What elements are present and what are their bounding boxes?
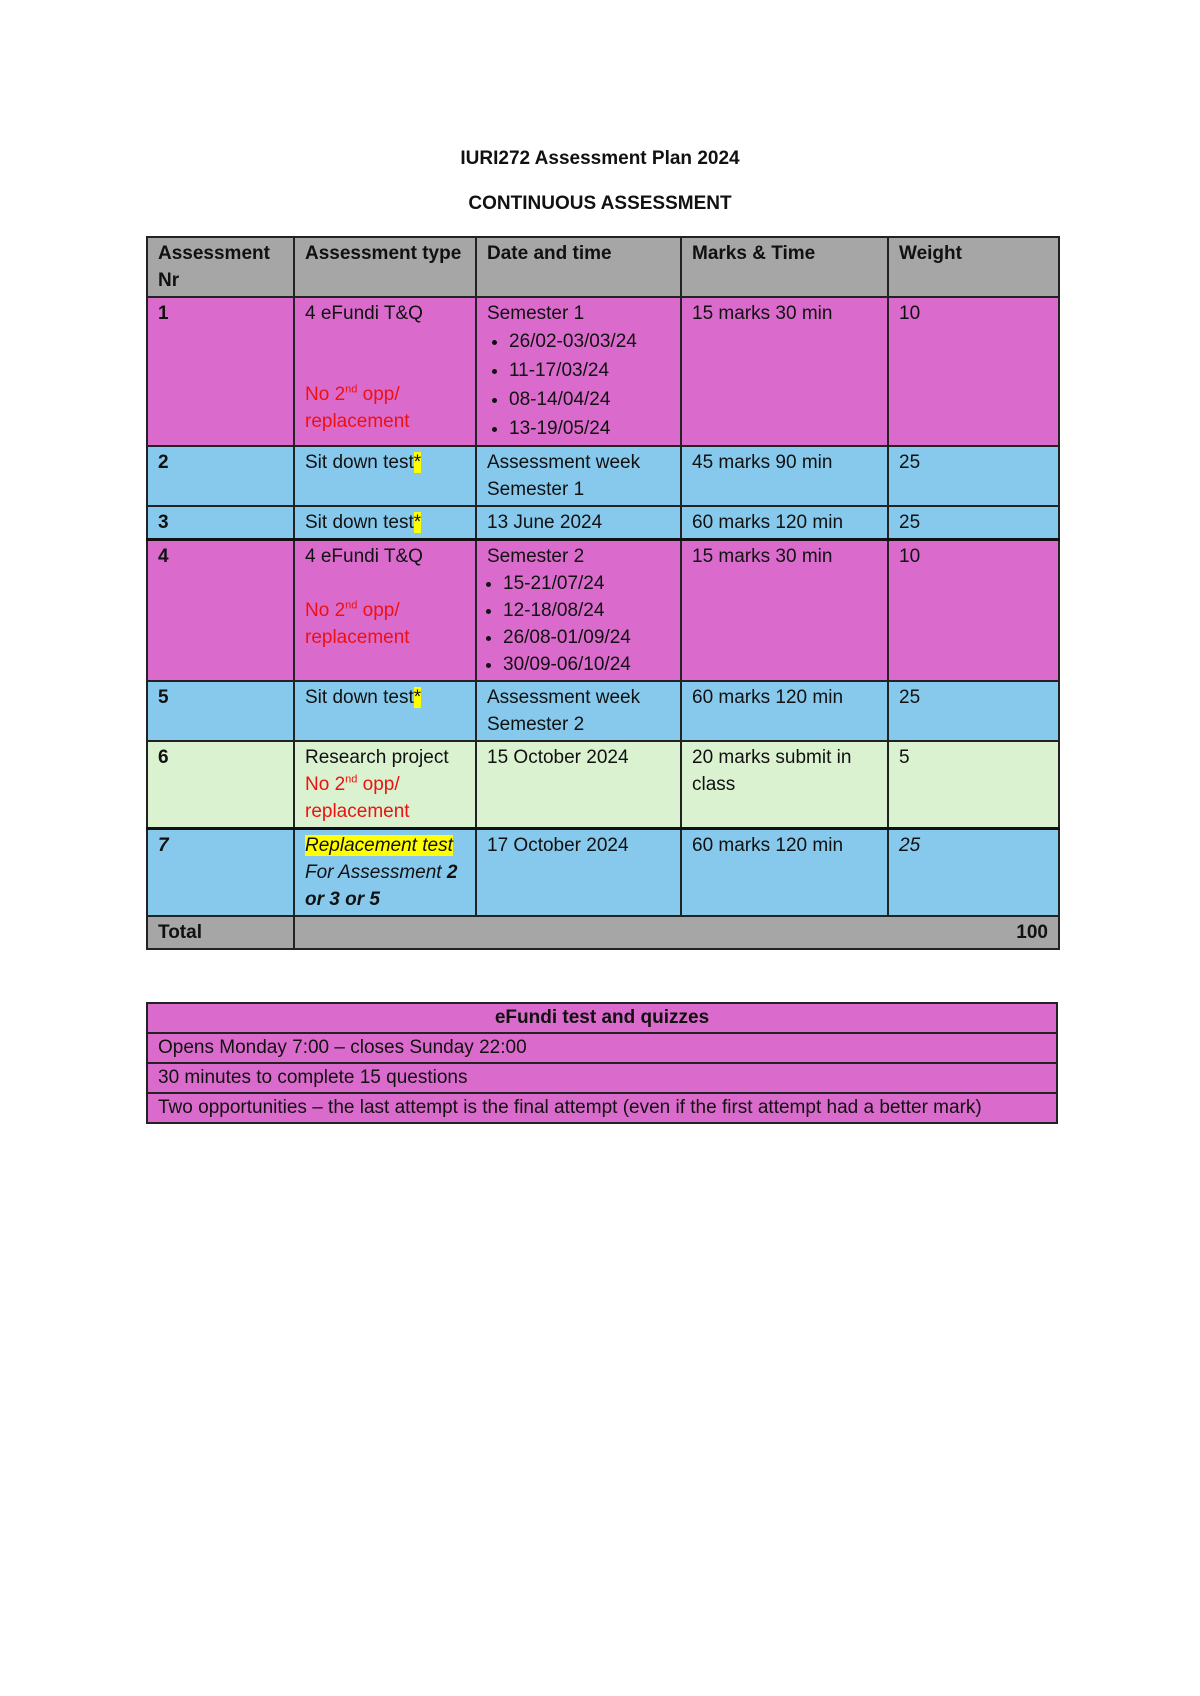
list-item: • 11-17/03/24: [509, 356, 670, 385]
marks-time: 45 marks 90 min: [681, 446, 888, 506]
table-row: [147, 446, 1059, 506]
table-row: [147, 297, 1059, 446]
semester-label: Semester 2: [487, 546, 585, 567]
weight: 25: [888, 681, 1059, 741]
total-value: 100: [294, 916, 1059, 949]
assessment-nr: 1: [147, 297, 294, 446]
list-item: • 08-14/04/24: [509, 385, 670, 414]
total-row: [147, 916, 1059, 949]
assessment-nr: 7: [147, 829, 294, 917]
table-row: [147, 741, 1059, 829]
header-date-time: Date and time: [476, 237, 681, 297]
table-row: [147, 681, 1059, 741]
date-time: 17 October 2024: [476, 829, 681, 917]
total-label: Total: [147, 916, 294, 949]
asterisk-marker: *: [413, 512, 422, 533]
no-second-opportunity-note: No 2nd opp/ replacement: [305, 773, 410, 822]
table-row: [147, 540, 1059, 682]
table-row: [147, 506, 1059, 540]
assessment-type: [294, 540, 476, 682]
date-time: Assessment week Semester 2: [476, 681, 681, 741]
list-item: • 30/09-06/10/24: [503, 651, 670, 678]
efundi-line: Opens Monday 7:00 – closes Sunday 22:00: [147, 1033, 1057, 1063]
type-label: 4 eFundi T&Q: [305, 546, 423, 567]
type-label: Research project: [305, 747, 449, 768]
asterisk-marker: *: [413, 452, 422, 473]
assessment-nr: 5: [147, 681, 294, 741]
weight: 10: [888, 297, 1059, 446]
assessment-type: [294, 297, 476, 446]
date-time: [476, 297, 681, 446]
list-item: • 26/08-01/09/24: [503, 624, 670, 651]
date-list: [487, 570, 670, 678]
table-row: [147, 1063, 1057, 1093]
table-row: [147, 829, 1059, 917]
table-row: [147, 1093, 1057, 1123]
asterisk-marker: *: [413, 687, 422, 708]
weight: 25: [888, 446, 1059, 506]
replacement-test-label: Replacement test: [305, 835, 453, 856]
date-time: [476, 540, 681, 682]
marks-time: 15 marks 30 min: [681, 540, 888, 682]
list-item: • 26/02-03/03/24: [509, 327, 670, 356]
assessment-nr: 3: [147, 506, 294, 540]
assessment-nr: 4: [147, 540, 294, 682]
table-row: [147, 1033, 1057, 1063]
document-title: IURI272 Assessment Plan 2024: [460, 148, 740, 169]
table-header-row: [147, 237, 1059, 297]
no-second-opportunity-note: No 2nd opp/ replacement: [305, 383, 410, 432]
efundi-line: Two opportunities – the last attempt is the final attempt (even if the first attempt had a better mark): [147, 1093, 1057, 1123]
weight: 25: [888, 829, 1059, 917]
semester-label: Semester 1: [487, 303, 585, 324]
marks-time: 60 marks 120 min: [681, 681, 888, 741]
assessment-nr: 6: [147, 741, 294, 829]
header-assessment-type: Assessment type: [294, 237, 476, 297]
assessment-type: [294, 829, 476, 917]
marks-time: 60 marks 120 min: [681, 829, 888, 917]
weight: 25: [888, 506, 1059, 540]
date-time: Assessment week Semester 1: [476, 446, 681, 506]
efundi-line: 30 minutes to complete 15 questions: [147, 1063, 1057, 1093]
marks-time: 60 marks 120 min: [681, 506, 888, 540]
list-item: • 12-18/08/24: [503, 597, 670, 624]
list-item: • 15-21/07/24: [503, 570, 670, 597]
assessment-type: [294, 741, 476, 829]
assessment-table: [146, 236, 1060, 950]
marks-time: 20 marks submit in class: [681, 741, 888, 829]
no-second-opportunity-note: No 2nd opp/ replacement: [305, 599, 410, 648]
assessment-nr: 2: [147, 446, 294, 506]
document-subtitle: CONTINUOUS ASSESSMENT: [468, 193, 732, 214]
date-list: [487, 327, 670, 443]
replacement-for-note: For Assessment 2 or 3 or 5: [305, 862, 458, 910]
assessment-type: Sit down test*: [294, 681, 476, 741]
efundi-info-table: [146, 1002, 1058, 1124]
date-time: 15 October 2024: [476, 741, 681, 829]
weight: 5: [888, 741, 1059, 829]
efundi-heading: eFundi test and quizzes: [147, 1003, 1057, 1033]
header-marks-time: Marks & Time: [681, 237, 888, 297]
type-label: 4 eFundi T&Q: [305, 303, 423, 324]
marks-time: 15 marks 30 min: [681, 297, 888, 446]
assessment-type: Sit down test*: [294, 506, 476, 540]
weight: 10: [888, 540, 1059, 682]
list-item: • 13-19/05/24: [509, 414, 670, 443]
efundi-heading-row: [147, 1003, 1057, 1033]
assessment-type: Sit down test*: [294, 446, 476, 506]
header-assessment-nr: Assessment Nr: [147, 237, 294, 297]
date-time: 13 June 2024: [476, 506, 681, 540]
header-weight: Weight: [888, 237, 1059, 297]
